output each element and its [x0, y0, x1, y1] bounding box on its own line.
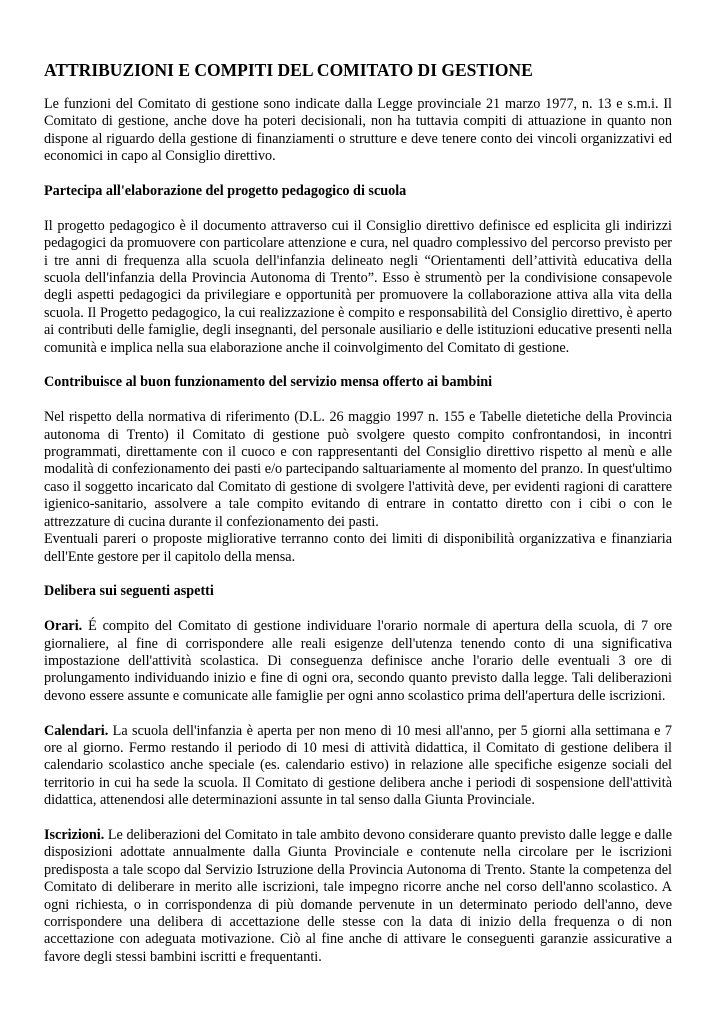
- calendari-paragraph: [44, 723, 672, 810]
- page-title: ATTRIBUZIONI E COMPITI DEL COMITATO DI GESTIONE: [44, 60, 533, 80]
- intro-paragraph: Le funzioni del Comitato di gestione sono indicate dalla Legge provinciale 21 marzo 1977, n. 13 e s.m.i. Il Comitato di gestione, anche dove ha poteri decisionali, non ha tuttavia compiti di attuazione in quanto non dispone al riguardo della gestione di finanziamenti o strutture e deve tenere conto dei vincoli organizzativi ed economici in capo al Consiglio direttivo.: [44, 96, 672, 165]
- mensa-paragraph: Nel rispetto della normativa di riferimento (D.L. 26 maggio 1997 n. 155 e Tabelle dietetiche della Provincia autonoma di Trento) il Comitato di gestione può svolgere questo compito confrontandosi, in incontri programmati, direttamente con il cuoco e con rappresentanti del Consiglio direttivo rispetto al menù e alle modalità di confezionamento dei pasti e/o partecipando saltuariamente al momento del pranzo. In quest'ultimo caso il soggetto incaricato dal Comitato di gestione di svolgere l'attività deve, per evidenti ragioni di carattere igienico-sanitario, assolvere a tale compito evitando di entrare in contatto diretto con i cibi o con le attrezzature di cucina durante il confezionamento dei pasti.: [44, 409, 672, 530]
- progetto-paragraph: Il progetto pedagogico è il documento attraverso cui il Consiglio direttivo definisce ed esplicita gli indirizzi pedagogici da promuovere con particolare attenzione e cura, nel quadro complessivo del percorso previsto per i tre anni di frequenza alla scuola dell'infanzia delineato negli “Orientamenti dell’attività educativa della scuola dell'infanzia della Provincia Autonoma di Trento”. Esso è strumentò per la condivisione consapevole degli aspetti pedagogici da privilegiare e opportunità per promuovere la collaborazione attiva alla vita della scuola. Il Progetto pedagogico, la cui realizzazione è compito e responsabilità del Consiglio direttivo, è aperto ai contributi delle famiglie, degli insegnanti, del personale ausiliario e delle istituzioni educative presenti nella comunità e implica nella sua elaborazione anche il coinvolgimento del Comitato di gestione.: [44, 217, 672, 356]
- section-heading-mensa: Contribuisce al buon funzionamento del servizio mensa offerto ai bambini: [44, 374, 493, 391]
- calendari-lead: Calendari.: [44, 722, 109, 739]
- orari-text: É compito del Comitato di gestione individuare l'orario normale di apertura della scuola, di 7 ore giornaliere, al fine di corrispondere alle reali esigenze dell'utenza tenendo conto di una significativa impostazione dell'attività scolastica. Di conseguenza definisce anche l'orario delle eventuali 3 ore di prolungamento individuando inizio e fine di ogni ora, secondo quanto previsto dalla legge. Tali deliberazioni devono essere assunte e comunicate alle famiglie per ogni anno scolastico prima dell'apertura delle iscrizioni.: [44, 618, 672, 704]
- section-heading-delibera: Delibera sui seguenti aspetti: [44, 583, 214, 600]
- section-heading-progetto: Partecipa all'elaborazione del progetto pedagogico di scuola: [44, 183, 407, 200]
- calendari-text: La scuola dell'infanzia è aperta per non meno di 10 mesi all'anno, per 5 giorni alla settimana e 7 ore al giorno. Fermo restando il periodo di 10 mesi di attività didattica, il Comitato di gestione delibera il calendario scolastico anche speciale (es. calendario estivo) in relazione alle specifiche esigenze sociali del territorio in cui ha sede la scuola. Il Comitato di gestione delibera anche i periodi di sospensione dell'attività didattica, attenendosi alle determinazioni assunte in tal senso dalla Giunta Provinciale.: [44, 722, 672, 809]
- iscrizioni-text: Le deliberazioni del Comitato in tale ambito devono considerare quanto previsto dalle legge e dalle disposizioni adottate annualmente dalla Giunta Provinciale e contenute nella circolare per le iscrizioni predisposta a tale scopo dal Servizio Istruzione della Provincia Autonoma di Trento. Stante la competenza del Comitato di deliberare in merito alle iscrizioni, tale impegno ricorre anche nel corso dell'anno scolastico. A ogni richiesta, o in corrispondenza di più domande pervenute in un determinato periodo dell'anno, deve corrispondere una delibera di accettazione delle stesse con la data di inizio della frequenza o di non accettazione con adeguata motivazione. Ciò al fine anche di attivare le conseguenti garanzie assicurative a favore degli stessi bambini iscritti e frequentanti.: [44, 826, 672, 965]
- orari-lead: Orari.: [44, 618, 83, 635]
- iscrizioni-paragraph: [44, 827, 672, 966]
- iscrizioni-lead: Iscrizioni.: [44, 826, 105, 843]
- orari-paragraph: [44, 618, 672, 705]
- mensa-note-paragraph: Eventuali pareri o proposte migliorative terranno conto dei limiti di disponibilità organizzativa e finanziaria dell'Ente gestore per il capitolo della mensa.: [44, 531, 672, 565]
